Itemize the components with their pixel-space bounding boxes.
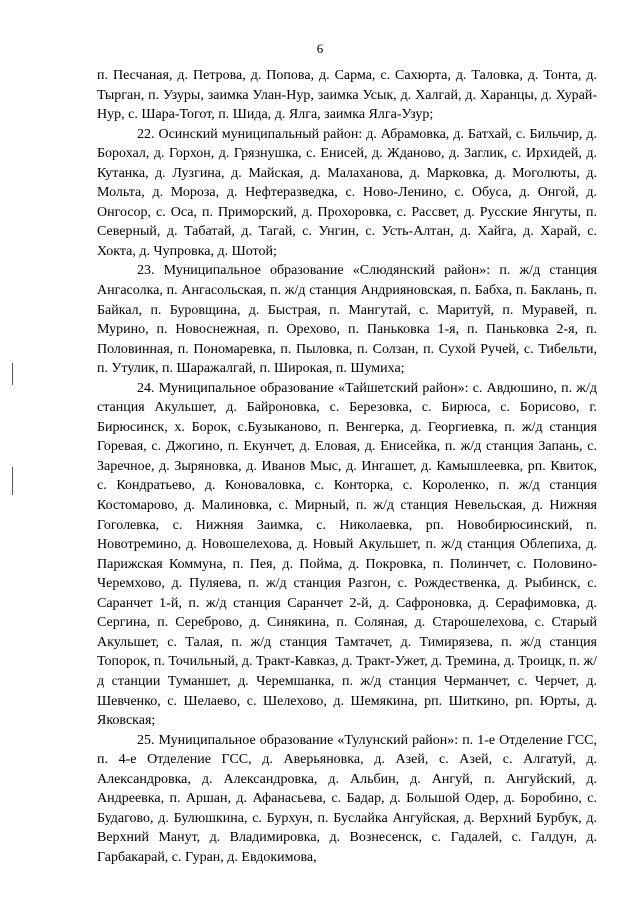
- paragraph-item-22: 22. Осинский муниципальный район: д. Абрамовка, д. Батхай, с. Бильчир, д. Борохал, д. Горхон, д. Грязнушка, с. Енисей, д. Жданово, д. Заглик, с. Ирхидей, д. Кутанка, д. Лузгина, д. Майская, д. Малаханова, д. Марковка, д. Моголюты, д. Мольта, д. Мороза, д. Нефтеразведка, с. Ново-Ленино, с. Обуса, д. Онгой, д. Онгосор, с. Оса, п. Приморский, д. Прохоровка, с. Рассвет, д. Русские Янгуты, п. Северный, д. Табатай, д. Тагай, с. Унгин, с. Усть-Алтан, д. Хайга, д. Харай, с. Хокта, д. Чупровка, д. Шотой;: [97, 126, 597, 259]
- paragraph-continuation: п. Песчаная, д. Петрова, д. Попова, д. Сарма, с. Сахюрта, д. Таловка, д. Тонта, д. Тырган, п. Узуры, заимка Улан-Нур, заимка Усык, д. Халгай, д. Харанцы, д. Хурай-Нур, с. Шара-Тогот, п. Шида, д. Ялга, заимка Ялга-Узур;: [97, 68, 597, 123]
- paragraph-item-23: 23. Муниципальное образование «Слюдянский район»: п. ж/д станция Ангасолка, п. Ангасольская, п. ж/д станция Андрияновская, п. Бабха, п. Баклань, п. Байкал, п. Буровщина, д. Быстрая, п. Мангутай, с. Маритуй, п. Муравей, п. Мурино, п. Новоснежная, п. Орехово, п. Паньковка 1-я, п. Паньковка 2-я, п. Половинная, п. Пономаревка, п. Пыловка, п. Солзан, п. Сухой Ручей, с. Тибельти, п. Утулик, п. Шаражалгай, п. Широкая, п. Шумиха;: [97, 263, 597, 377]
- margin-mark: [12, 467, 13, 495]
- paragraph-item-24: 24. Муниципальное образование «Тайшетский район»: с. Авдюшино, п. ж/д станция Акульшет, д. Байроновка, с. Березовка, с. Бирюса, с. Борисово, г. Бирюсинск, х. Борок, с.Бузыканово, п. Венгерка, д. Георгиевка, п. ж/д станция Горевая, с. Джогино, п. Екунчет, д. Еловая, д. Енисейка, п. ж/д станция Запань, с. Заречное, д. Зыряновка, д. Иванов Мыс, д. Ингашет, д. Камышлеевка, рп. Квиток, с. Кондратьево, д. Коноваловка, с. Конторка, с. Короленко, п. ж/д станция Костомарово, д. Малиновка, с. Мирный, п. ж/д станция Невельская, д. Нижняя Гоголевка, с. Нижняя Заимка, с. Николаевка, рп. Новобирюсинский, п. Новотремино, д. Новошелехова, д. Новый Акульшет, п. ж/д станция Облепиха, д. Парижская Коммуна, п. Пея, д. Пойма, д. Покровка, п. Полинчет, с. Половино-Черемхово, д. Пуляева, п. ж/д станция Разгон, с. Рождественка, д. Рыбинск, с. Саранчет 1-й, п. ж/д станция Саранчет 2-й, д. Сафроновка, д. Серафимовка, д. Сергина, п. Сереброво, д. Синякина, п. Соляная, д. Старошелехова, с. Старый Акульшет, с. Талая, п. ж/д станция Тамтачет, д. Тимирязева, п. ж/д станция Топорок, п. Точильный, д. Тракт-Кавказ, д. Тракт-Ужет, д. Тремина, д. Троицк, п. ж/д станции Туманшет, д. Черемшанка, п. ж/д станция Черманчет, с. Черчет, д. Шевченко, с. Шелаево, с. Шелехово, д. Шемякина, рп. Шиткино, рп. Юрты, д. Яковская;: [97, 380, 597, 729]
- paragraph-item-25: 25. Муниципальное образование «Тулунский район»: п. 1-е Отделение ГСС, п. 4-е Отделение ГСС, д. Аверьяновка, д. Азей, с. Азей, с. Алгатуй, д. Александровка, д. Александровка, д. Альбин, д. Ангуй, п. Ангуйский, д. Андреевка, п. Аршан, д. Афанасьева, с. Бадар, д. Большой Одер, д. Боробино, с. Будагово, д. Булюшкина, с. Бурхун, п. Буслайка Ангуйская, д. Верхний Бурбук, д. Верхний Манут, д. Владимировка, д. Вознесенск, с. Гадалей, с. Галдун, д. Гарбакарай, с. Гуран, д. Евдокимова,: [97, 732, 597, 865]
- document-body: [97, 66, 597, 867]
- margin-mark: [12, 363, 13, 385]
- page-number: 6: [316, 41, 324, 56]
